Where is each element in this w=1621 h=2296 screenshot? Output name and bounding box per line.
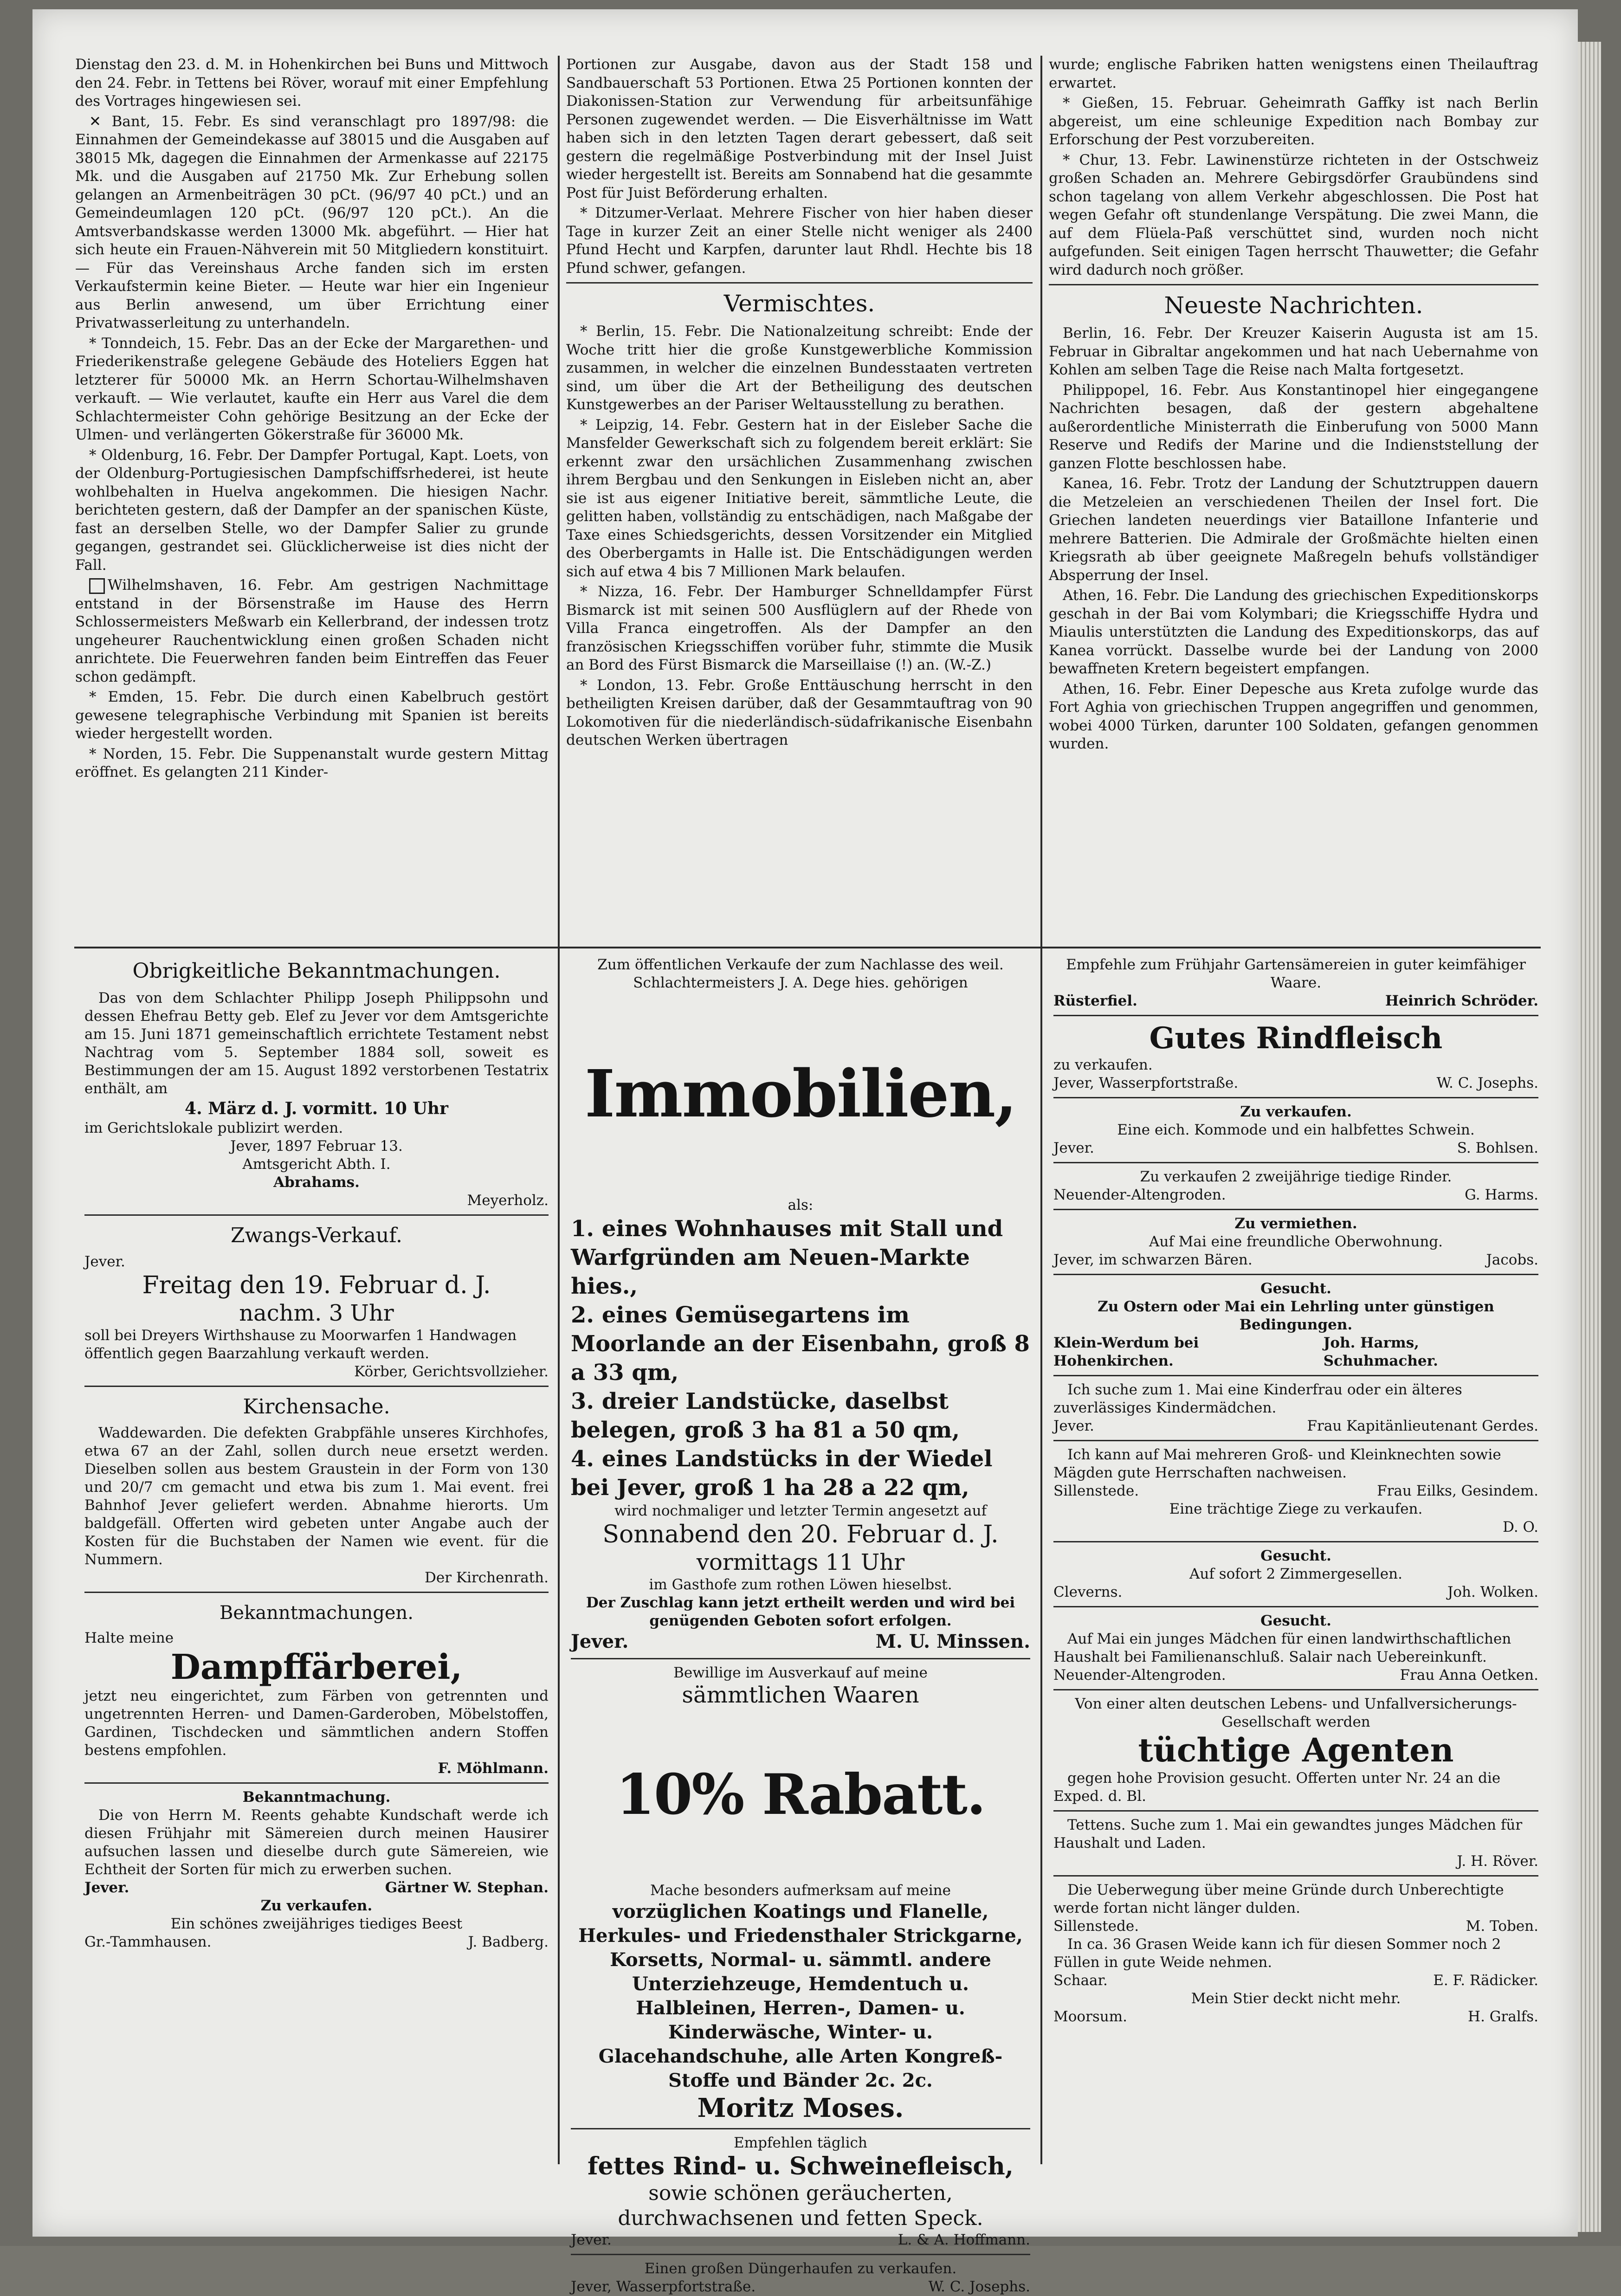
- ad-text: vorzüglichen Koatings und Flanelle, Herkules- und Friedensthaler Strickgarne, Korsetts, Normal- u. sämmtl. andere Unterziehzeuge, Hemdentuch u. Halbleinen, Herren-, Damen- u. Kinderwäsche, Winter- u. Glacehandschuhe, alle Arten Kongreß-Stoffe und Bänder 2c. 2c.: [578, 1901, 1023, 2091]
- divider: [1053, 1097, 1538, 1098]
- signature-row: Jever. Frau Kapitänlieutenant Gerdes.: [1053, 1418, 1538, 1434]
- ad-time: vormittags 11 Uhr: [696, 1549, 905, 1575]
- divider: [1049, 284, 1538, 285]
- ad-signature: Moritz Moses.: [697, 2093, 904, 2123]
- article: * Norden, 15. Febr. Die Suppenanstalt wurde gestern Mittag eröffnet. Es gelangten 211 Kinder-: [75, 745, 549, 780]
- ad-headline: Immobilien,: [584, 1056, 1017, 1132]
- article: Philippopel, 16. Febr. Aus Konstantinopel hier eingegangene Nachrichten besagen, daß der gestern abgehaltene außerordentliche Ministerrath die Einberufung von 5000 Mann Reserve und Redifs der Marine und die Indienststellung der ganzen Flotte beschlossen habe.: [1049, 381, 1538, 472]
- ad-text: Von einer alten deutschen Lebens- und Unfallversicherungs-Gesellschaft werden: [1075, 1696, 1517, 1730]
- article: * Oldenburg, 16. Febr. Der Dampfer Portugal, Kapt. Loets, von der Oldenburg-Portugiesischen Dampfschiffsrhederei, ist heute wohlbehalten in Huelva angekommen. Die hiesigen Nachr. berichteten gestern, daß der Dampfer an der spanischen Küste, fast an derselben Stelle, wo der Dampfer Salier zu grunde gegangen, gestrandet sei. Glücklicherweise ist dies nicht der Fall.: [75, 446, 549, 574]
- ad-signature: J. H. Röver.: [1457, 1853, 1538, 1870]
- ad-rule-1: [558, 948, 560, 2164]
- signature-row: Jever. M. U. Minssen.: [571, 1631, 1030, 1652]
- divider: [84, 1592, 549, 1593]
- ads-right: [1053, 956, 1538, 2162]
- notice-title: Zwangs-Verkauf.: [231, 1224, 402, 1247]
- ad-text: Ich kann auf Mai mehreren Groß- und Kleinknechten sowie Mägden gute Herrschaften nachweisen.: [1053, 1446, 1501, 1481]
- article: * Chur, 13. Febr. Lawinenstürze richteten in der Ostschweiz großen Schaden an. Mehrere Gebirgsdörfer Graubündens sind schon tagelang von allem Verkehr abgeschlossen. Die Post hat wegen Gefahr oft stundenlange Verspätung. Die zwei Mann, die auf dem Flüela-Paß verschüttet sind, wurden noch nicht aufgefunden. Seit einigen Tagen herrscht Thauwetter; die Gefahr wird dadurch noch größer.: [1049, 151, 1538, 278]
- news-column-3: [1049, 56, 1538, 944]
- article: Berlin, 16. Febr. Der Kreuzer Kaiserin Augusta ist am 15. Februar in Gibraltar angekommen und hat nach Uebernahme von Kohlen am selben Tage die Reise nach Malta fortgesetzt.: [1049, 325, 1538, 378]
- ad-text: Auf Mai eine freundliche Oberwohnung.: [1149, 1233, 1443, 1250]
- article: * Emden, 15. Febr. Die durch einen Kabelbruch gestört gewesene telegraphische Verbindung mit Spanien ist bereits wieder hergestellt worden.: [75, 689, 549, 742]
- signature-row: Neuender-Altengroden. G. Harms.: [1053, 1187, 1538, 1203]
- ad-text: Tettens. Suche zum 1. Mai ein gewandtes junges Mädchen für Haushalt und Laden.: [1053, 1817, 1523, 1851]
- ad-text: Zum öffentlichen Verkaufe der zum Nachlasse des weil. Schlachtermeisters J. A. Dege hies. gehörigen: [597, 956, 1004, 991]
- notice-text: Die von Herrn M. Reents gehabte Kundschaft werde ich diesen Frühjahr mit Sämereien durch meinen Hausirer aufsuchen lassen und dieselbe durch gute Sämereien, wie Echtheit der Sorten für mich zu erwerben suchen.: [84, 1807, 549, 1878]
- notice-signature: F. Möhlmann.: [438, 1760, 549, 1777]
- column-rule-2: [1040, 56, 1042, 947]
- page-edge-stack: [1578, 42, 1601, 2232]
- ad-item: 1. eines Wohnhauses mit Stall und Warfgründen am Neuen-Markte hies.,: [571, 1216, 1003, 1299]
- notice-text: Ein schönes zweijähriges tiediges Beest: [170, 1915, 463, 1932]
- ad-text: im Gasthofe zum rothen Löwen hieselbst.: [649, 1576, 952, 1593]
- ad-text: Zu Ostern oder Mai ein Lehrling unter günstigen Bedingungen.: [1098, 1298, 1494, 1333]
- notice-title: Bekanntmachungen.: [220, 1602, 413, 1624]
- article: wurde; englische Fabriken hatten wenigstens einen Theilauftrag erwartet.: [1049, 56, 1538, 91]
- ad-text: als:: [788, 1197, 814, 1213]
- news-column-1: [75, 56, 549, 944]
- notice-place: Jever.: [84, 1253, 125, 1270]
- ad-title: Zu vermiethen.: [1234, 1215, 1357, 1232]
- ad-text: Mache besonders aufmerksam auf meine: [650, 1882, 951, 1899]
- divider: [571, 1658, 1030, 1659]
- notice-date: Freitag den 19. Februar d. J.: [142, 1271, 491, 1299]
- article: * Ditzumer-Verlaat. Mehrere Fischer von hier haben dieser Tage in kurzer Zeit an einer Stelle nicht weniger als 2400 Pfund Hecht und Karpfen, darunter laut Rhdl. Hechte bis 18 Pfund schwer, gefangen.: [566, 205, 1033, 277]
- article: * London, 13. Febr. Große Enttäuschung herrscht in den betheiligten Kreisen darüber, daß der Gesammtauftrag von 90 Lokomotiven für die niederländisch-südafrikanische Eisenbahn deutschen Werken übertragen: [566, 677, 1033, 748]
- notice-title: Bekanntmachung.: [242, 1789, 391, 1806]
- divider: [1053, 1440, 1538, 1441]
- ad-text: sowie schönen geräucherten, durchwachsenen und fetten Speck.: [618, 2181, 983, 2230]
- ad-text: Zu verkaufen 2 zweijährige tiedige Rinder.: [1140, 1168, 1452, 1185]
- ad-title: Zu verkaufen.: [1240, 1103, 1352, 1120]
- ad-rule-2: [1040, 948, 1042, 2164]
- divider: [1053, 1274, 1538, 1275]
- article: Athen, 16. Febr. Einer Depesche aus Kreta zufolge wurde das Fort Aghia von griechischen Truppen angegriffen und genommen, wobei 4000 Türken, darunter 100 Soldaten, gefangen genommen wurden.: [1049, 680, 1538, 752]
- signature-row: Jever, im schwarzen Bären. Jacobs.: [1053, 1251, 1538, 1268]
- signature-row: Rüsterfiel. Heinrich Schröder.: [1053, 993, 1538, 1009]
- article: Dienstag den 23. d. M. in Hohenkirchen bei Buns und Mittwoch den 24. Febr. in Tettens bei Röver, worauf mit einer Empfehlung des Vortrages hingewiesen sei.: [75, 56, 549, 110]
- square-marker-icon: [89, 578, 105, 594]
- article: Kanea, 16. Febr. Trotz der Landung der Schutztruppen dauern die Metzeleien an verschiedenen Theilen der Insel fort. Die Griechen landeten neuerdings vier Bataillone Infanterie und mehrere Batterien. Die Admirale der Großmächte hielten einen Kriegsrath ab über geeignete Maßregeln behufs vollständiger Absperrung der Insel.: [1049, 475, 1538, 584]
- signature-row: Klein-Werdum bei Hohenkirchen. Joh. Harms, Schuhmacher.: [1053, 1335, 1438, 1369]
- signature-row: Jever. Gärtner W. Stephan.: [84, 1879, 549, 1896]
- ad-text: Der Zuschlag kann jetzt ertheilt werden und wird bei genügenden Geboten sofort erfolgen.: [586, 1594, 1015, 1629]
- news-column-2: [566, 56, 1033, 944]
- signature-row: Gr.-Tammhausen. J. Badberg.: [84, 1934, 549, 1950]
- divider: [1053, 1162, 1538, 1163]
- signature-row: Sillenstede. Frau Eilks, Gesindem.: [1053, 1483, 1538, 1499]
- ad-headline: Dampffärberei,: [170, 1647, 463, 1687]
- ad-title: Gesucht.: [1260, 1548, 1331, 1564]
- article: * Nizza, 16. Febr. Der Hamburger Schnelldampfer Fürst Bismarck ist mit seinen 500 Ausflüglern auf der Rhede von Villa Franca eingetroffen. Als der Dampfer an den französischen Kriegsschiffen vorüber fuhr, stimmte die Musik an Bord des Fürst Bismarck die Marseillaise (!) an. (W.-Z.): [566, 583, 1033, 673]
- ad-text: gegen hohe Provision gesucht. Offerten unter Nr. 24 an die Exped. d. Bl.: [1053, 1770, 1501, 1805]
- notice-date: 4. März d. J. vormitt. 10 Uhr: [185, 1099, 448, 1118]
- article: Wilhelmshaven, 16. Febr. Am gestrigen Nachmittage entstand in der Börsenstraße im Hause des Herrn Schlossermeisters Meßwarb ein Kellerbrand, der indessen trotz ungeheurer Rauchentwicklung einen großen Schaden nicht anrichtete. Die Feuerwehren fanden beim Eintreffen das Feuer schon gedämpft.: [75, 577, 549, 685]
- notice-title: Kirchensache.: [243, 1395, 390, 1419]
- ad-title: Gesucht.: [1260, 1612, 1331, 1629]
- notice-text: im Gerichtslokale publizirt werden.: [84, 1120, 343, 1136]
- divider: [571, 2128, 1030, 2129]
- article: * Berlin, 15. Febr. Die Nationalzeitung schreibt: Ende der Woche tritt hier die große Kunstgewerbliche Kommission zusammen, in welcher die einzelnen Bundesstaaten vertreten sind, um über die Art der Betheiligung des deutschen Kunstgewerbes an der Pariser Weltausstellung zu berathen.: [566, 323, 1033, 413]
- notice-signature: Abrahams.: [273, 1174, 360, 1191]
- ads-left: [84, 956, 549, 2162]
- divider: [1053, 1606, 1538, 1607]
- divider: [1053, 1209, 1538, 1210]
- ad-item: 4. eines Landstücks in der Wiedel bei Jever, groß 1 ha 28 a 22 qm,: [571, 1446, 993, 1501]
- ad-date: Sonnabend den 20. Februar d. J.: [602, 1521, 999, 1548]
- divider: [84, 1386, 549, 1387]
- ad-headline: 10% Rabatt.: [616, 1762, 985, 1827]
- article: ✕ Bant, 15. Febr. Es sind veranschlagt pro 1897/98: die Einnahmen der Gemeindekasse auf 38015 und die Ausgaben auf 38015 Mk, dagegen die Einnahmen der Armenkasse auf 22175 Mk. und die Ausgaben auf 21750 Mk. Zur Erhebung sollen gelangen an Armenbeiträgen 30 pCt. (96/97 40 pCt.) und an Gemeindeumlagen 120 pCt. (96/97 120 pCt.). An die Amtsverbandskasse werden 13000 Mk. abgeführt. — Hier hat sich heute ein Frauen-Nähverein mit 50 Mitgliedern konstituirt. — Für das Vereinshaus Arche fanden sich im ersten Verkaufstermin keine Bieter. — Heute war hier ein Ingenieur aus Berlin anwesend, um über Errichtung einer Privatwasserleitung zu unterhandeln.: [75, 113, 549, 331]
- signature-row: Moorsum. H. Gralfs.: [1053, 2008, 1538, 2025]
- ad-headline: tüchtige Agenten: [1138, 1731, 1454, 1769]
- ad-item: 2. eines Gemüsegartens im Moorlande an der Eisenbahn, groß 8 a 33 qm,: [571, 1302, 1030, 1386]
- ad-text: Auf Mai ein junges Mädchen für einen landwirthschaftlichen Haushalt bei Familienanschluß. Salair nach Uebereinkunft.: [1053, 1631, 1511, 1665]
- article: * Gießen, 15. Februar. Geheimrath Gaffky ist nach Berlin abgereist, um eine schleunige Expedition nach Bombay zur Erforschung der Pest vorzubereiten.: [1049, 95, 1538, 148]
- section-rule: [74, 947, 1541, 948]
- notice-signature: Der Kirchenrath.: [425, 1569, 549, 1586]
- article: * Leipzig, 14. Febr. Gestern hat in der Eisleber Sache die Mansfelder Gewerkschaft sich zu folgendem bereit erklärt: Sie erkennt zwar den ursächlichen Zusammenhang zwischen ihrem Bergbau und den Senkungen in Eisleben nicht an, aber sie ist aus eigener Initiative bereit, sämmtliche Leute, die gelitten haben, vollständig zu entschädigen, nach Maßgabe der Taxe eines Schiedsgerichts, dessen Vorsitzender ein Mitglied des Oberbergamts in Halle ist. Die Entschädigungen werden sich auf etwa 4 bis 7 Millionen Mark belaufen.: [566, 416, 1033, 580]
- signature-row: Cleverns. Joh. Wolken.: [1053, 1584, 1538, 1600]
- ad-text: Auf sofort 2 Zimmergesellen.: [1189, 1566, 1402, 1582]
- ad-text: Empfehlen täglich: [734, 2135, 867, 2151]
- notice-signature: Jever, 1897 Februar 13.: [230, 1138, 403, 1154]
- ad-text: Eine eich. Kommode und ein halbfettes Schwein.: [1117, 1122, 1475, 1138]
- newspaper-page: [32, 9, 1578, 2295]
- divider: [566, 282, 1033, 284]
- notice-signature: Körber, Gerichtsvollzieher.: [354, 1363, 549, 1380]
- ad-text: Einen großen Düngerhaufen zu verkaufen.: [644, 2260, 957, 2277]
- article: Portionen zur Ausgabe, davon aus der Stadt 158 und Sandbauerschaft 53 Portionen. Etwa 25 Portionen konnten der Diakonissen-Station zur Verwendung für arbeitsunfähige Personen zugewendet werden. — Die Eisverhältnisse im Watt haben sich in den letzten Tagen derart gebessert, daß seit gestern die regelmäßige Postverbindung mit der Insel Juist wieder hergestellt ist. Bereits am Sonnabend hat die gesammte Post für Juist Beförderung erhalten.: [566, 56, 1033, 201]
- ad-text: sämmtlichen Waaren: [682, 1682, 919, 1708]
- ad-text: Empfehle zum Frühjahr Gartensämereien in guter keimfähiger Waare.: [1066, 956, 1526, 991]
- notice-text: jetzt neu eingerichtet, zum Färben von getrennten und ungetrennten Herren- und Damen-Garderoben, Möbelstoffen, Gardinen, Tischdecken und sämmtlichen andern Stoffen bestens empfohlen.: [84, 1688, 549, 1759]
- ad-text: Eine trächtige Ziege zu verkaufen.: [1169, 1501, 1423, 1517]
- divider: [1053, 1541, 1538, 1542]
- article: Athen, 16. Febr. Die Landung des griechischen Expeditionskorps geschah in der Bai vom Kolymbari; die Kriegsschiffe Hydra und Miaulis unterstützten die Landung des Expeditionskorps, das auf Kanea vorrückt. Dasselbe wurde bei der Landung von 2000 bewaffneten Kretern begeistert empfangen.: [1049, 587, 1538, 677]
- divider: [1053, 1375, 1538, 1376]
- divider: [571, 2254, 1030, 2255]
- ads-middle: [571, 956, 1030, 2295]
- column-rule-1: [558, 56, 560, 947]
- notice-time: nachm. 3 Uhr: [239, 1300, 394, 1326]
- notice-title: Obrigkeitliche Bekanntmachungen.: [132, 959, 501, 983]
- ad-title: Gesucht.: [1260, 1280, 1331, 1297]
- divider: [1053, 1875, 1538, 1877]
- notice-text: Waddewarden. Die defekten Grabpfähle unseres Kirchhofes, etwa 67 an der Zahl, sollen durch neue ersetzt werden. Dieselben sollen aus bestem Graustein in der Form von 130 und 20/7 cm gemacht und etwa bis zum 1. Mai event. frei Bahnhof Jever geliefert werden. Abnahme hierorts. Um baldgefäll. Offerten wird gebeten unter Angabe auch der Kosten für die Buchstaben der Namen wie event. für die Nummern.: [84, 1425, 549, 1568]
- signature-row: Jever. S. Bohlsen.: [1053, 1140, 1538, 1156]
- divider: [1053, 1810, 1538, 1812]
- signature-row: Jever, Wasserpfortstraße. W. C. Josephs.: [1053, 1075, 1538, 1091]
- divider: [1053, 1689, 1538, 1690]
- article: * Tonndeich, 15. Febr. Das an der Ecke der Margarethen- und Friederikenstraße gelegene Gebäude des Hoteliers Eggen hat letzterer für 50000 Mk. an Herrn Schortau-Wilhelmshaven verkauft. — Wie verlautet, kaufte ein Herr aus Varel die dem Schlachtermeister Cohn gehörige Besitzung an der Ecke der Ulmen- und verlängerten Gökerstraße für 36000 Mk.: [75, 335, 549, 443]
- ad-text: wird nochmaliger und letzter Termin angesetzt auf: [614, 1503, 987, 1519]
- ad-text: Ich suche zum 1. Mai eine Kinderfrau oder ein älteres zuverlässiges Kindermädchen.: [1053, 1381, 1462, 1416]
- divider: [1053, 1015, 1538, 1016]
- ad-text: Die Ueberwegung über meine Gründe durch Unberechtigte werde fortan nicht länger dulden.: [1053, 1882, 1504, 1916]
- section-heading: Vermischtes.: [723, 290, 875, 317]
- notice-signature: Meyerholz.: [467, 1192, 549, 1209]
- notice-text: Das von dem Schlachter Philipp Joseph Philippsohn und dessen Ehefrau Betty geb. Elef zu Jever vor dem Amtsgerichte am 15. Juni 1871 gemeinschaftlich errichtete Testament nebst Nachtrag vom 5. September 1884 soll, soweit es Bestimmungen der am 15. August 1892 verstorbenen Testatrix enthält, am: [84, 990, 549, 1097]
- signature-row: Sillenstede. M. Toben.: [1053, 1918, 1538, 1935]
- notice-text: soll bei Dreyers Wirthshause zu Moorwarfen 1 Handwagen öffentlich gegen Baarzahlung verkauft werden.: [84, 1327, 517, 1362]
- ad-item: 3. dreier Landstücke, daselbst belegen, groß 3 ha 81 a 50 qm,: [571, 1388, 960, 1443]
- ad-signature: D. O.: [1503, 1519, 1538, 1535]
- ad-headline: fettes Rind- u. Schweinefleisch,: [588, 2152, 1014, 2180]
- ad-headline: Gutes Rindfleisch: [1149, 1021, 1443, 1056]
- signature-row: Jever. L. & A. Hoffmann.: [571, 2232, 1030, 2248]
- ad-text: zu verkaufen.: [1053, 1057, 1153, 1073]
- ad-text: In ca. 36 Grasen Weide kann ich für diesen Sommer noch 2 Füllen in gute Weide nehmen.: [1053, 1936, 1501, 1971]
- ad-text: Mein Stier deckt nicht mehr.: [1191, 1990, 1401, 2007]
- ad-text: Bewillige im Ausverkauf auf meine: [673, 1664, 928, 1681]
- signature-row: Jever, Wasserpfortstraße. W. C. Josephs.: [571, 2278, 1030, 2295]
- notice-title: Zu verkaufen.: [260, 1897, 373, 1914]
- divider: [84, 1782, 549, 1784]
- divider: [84, 1214, 549, 1216]
- signature-row: Neuender-Altengroden. Frau Anna Oetken.: [1053, 1667, 1538, 1683]
- signature-row: Schaar. E. F. Rädicker.: [1053, 1972, 1538, 1989]
- notice-text: Halte meine: [84, 1630, 174, 1646]
- section-heading: Neueste Nachrichten.: [1164, 292, 1423, 319]
- notice-signature: Amtsgericht Abth. I.: [242, 1156, 391, 1173]
